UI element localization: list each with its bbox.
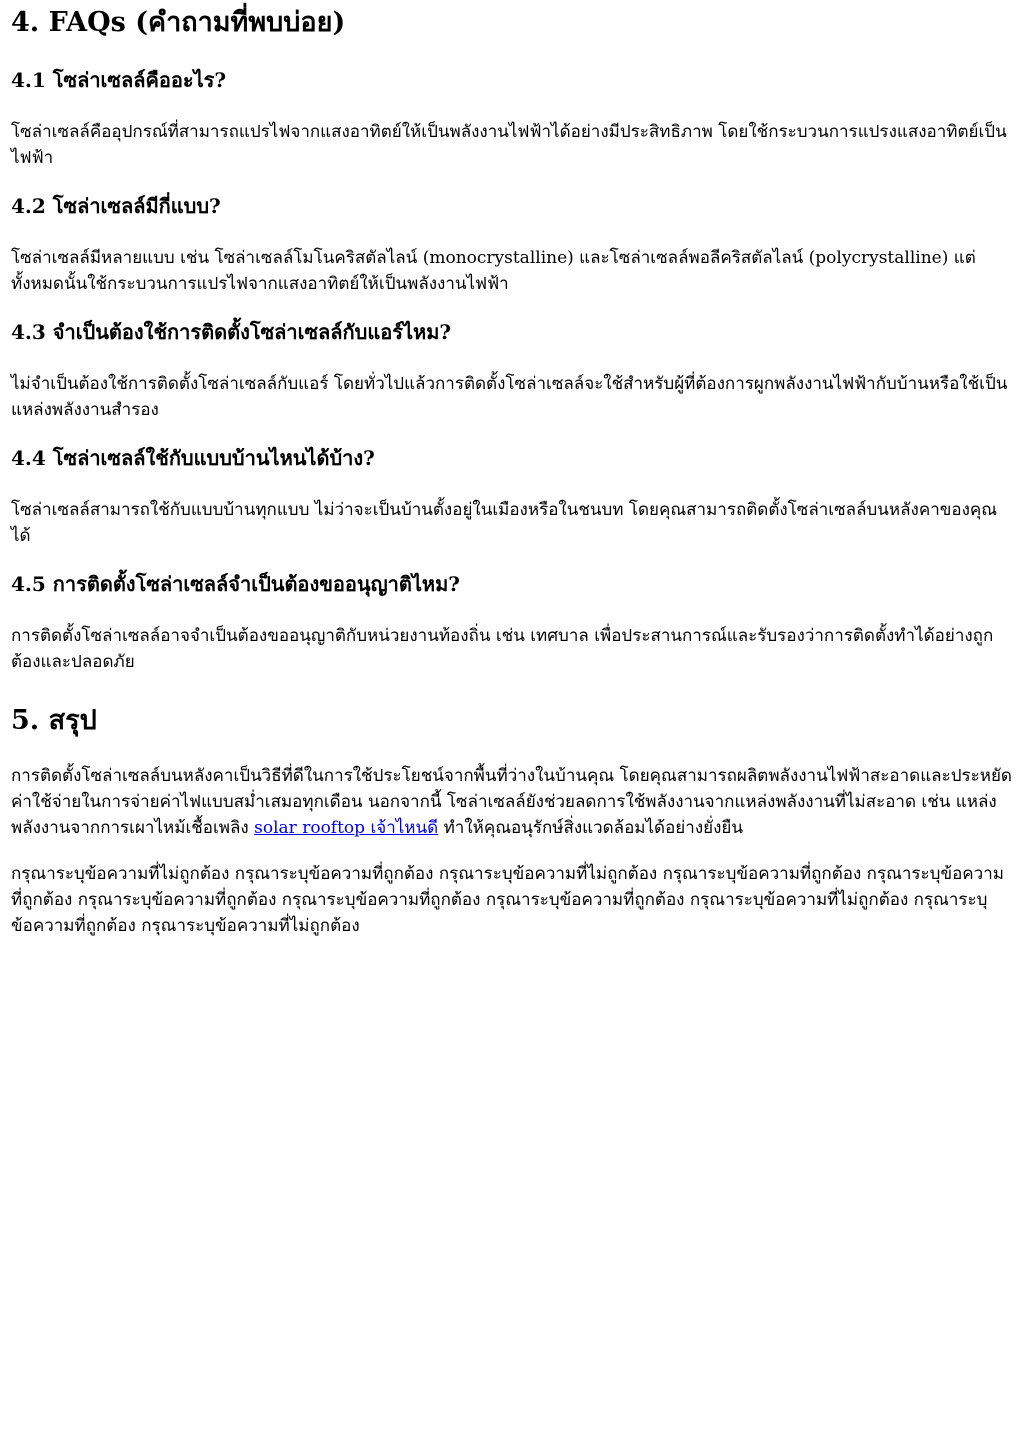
faq-question-4-1: 4.1 โซล่าเซลล์คืออะไร?: [11, 68, 227, 92]
summary-paragraph: [11, 763, 1012, 841]
summary-heading: 5. สรุป: [11, 705, 97, 736]
faqs-heading: 4. FAQs (คำถามที่พบบ่อย): [11, 7, 346, 38]
faq-question-4-3: 4.3 จำเป็นต้องใช้การติดตั้งโซล่าเซลล์กับแอร์ไหม?: [11, 320, 452, 344]
faq-answer-4-4: โซล่าเซลล์สามารถใช้กับแบบบ้านทุกแบบ ไม่ว่าจะเป็นบ้านตั้งอยู่ในเมืองหรือในชนบท โดยคุณสามารถติดตั้งโซล่าเซลล์บนหลังคาของคุณได้: [11, 500, 998, 546]
filler-paragraph: กรุณาระบุข้อความที่ไม่ถูกต้อง กรุณาระบุข้อความที่ถูกต้อง กรุณาระบุข้อความที่ไม่ถูกต้อง กรุณาระบุข้อความที่ถูกต้อง กรุณาระบุข้อความที่ถูกต้อง กรุณาระบุข้อความที่ถูกต้อง กรุณาระบุข้อความที่ถูกต้อง กรุณาระบุข้อความที่ถูกต้อง กรุณาระบุข้อความที่ไม่ถูกต้อง กรุณาระบุข้อความที่ถูกต้อง กรุณาระบุข้อความที่ไม่ถูกต้อง: [11, 864, 1004, 936]
faq-answer-4-3: ไม่จำเป็นต้องใช้การติดตั้งโซล่าเซลล์กับแอร์ โดยทั่วไปแล้วการติดตั้งโซล่าเซลล์จะใช้สำหรับผู้ที่ต้องการผูกพลังงานไฟฟ้ากับบ้านหรือใช้เป็นแหล่งพลังงานสำรอง: [11, 374, 1008, 420]
solar-rooftop-link[interactable]: solar rooftop เจ้าไหนดี: [254, 818, 439, 838]
faq-question-4-2: 4.2 โซล่าเซลล์มีกี่แบบ?: [11, 194, 221, 218]
faq-answer-4-5: การติดตั้งโซล่าเซลล์อาจจำเป็นต้องขออนุญาติกับหน่วยงานท้องถิ่น เช่น เทศบาล เพื่อประสานการณ์และรับรองว่าการติดตั้งทำได้อย่างถูกต้องและปลอดภัย: [11, 626, 994, 672]
faq-question-4-5: 4.5 การติดตั้งโซล่าเซลล์จำเป็นต้องขออนุญาติไหม?: [11, 572, 460, 596]
faq-answer-4-2: โซล่าเซลล์มีหลายแบบ เช่น โซล่าเซลล์โมโนคริสตัลไลน์ (monocrystalline) และโซล่าเซลล์พอลีคริสตัลไลน์ (polycrystalline) แต่ทั้งหมดนั้นใช้กระบวนการแปรไฟจากแสงอาทิตย์ให้เป็นพลังงานไฟฟ้า: [11, 248, 976, 294]
faq-answer-4-1: โซล่าเซลล์คืออุปกรณ์ที่สามารถแปรไฟจากแสงอาทิตย์ให้เป็นพลังงานไฟฟ้าได้อย่างมีประสิทธิภาพ โดยใช้กระบวนการแปรงแสงอาทิตย์เป็นไฟฟ้า: [11, 122, 1007, 168]
faq-question-4-4: 4.4 โซล่าเซลล์ใช้กับแบบบ้านไหนได้บ้าง?: [11, 446, 375, 470]
summary-text-before-link: การติดตั้งโซล่าเซลล์บนหลังคาเป็นวิธีที่ดีในการใช้ประโยชน์จากพื้นที่ว่างในบ้านคุณ โดยคุณสามารถผลิตพลังงานไฟฟ้าสะอาดและประหยัดค่าใช้จ่ายในการจ่ายค่าไฟแบบสม่ำเสมอทุกเดือน นอกจากนี้ โซล่าเซลล์ยังช่วยลดการใช้พลังงานจากแหล่งพลังงานที่ไม่สะอาด เช่น แหล่งพลังงานจากการเผาไหม้เชื้อเพลิง: [11, 766, 1012, 838]
summary-text-after-link: ทำให้คุณอนุรักษ์สิ่งแวดล้อมได้อย่างยั่งยืน: [438, 818, 743, 838]
